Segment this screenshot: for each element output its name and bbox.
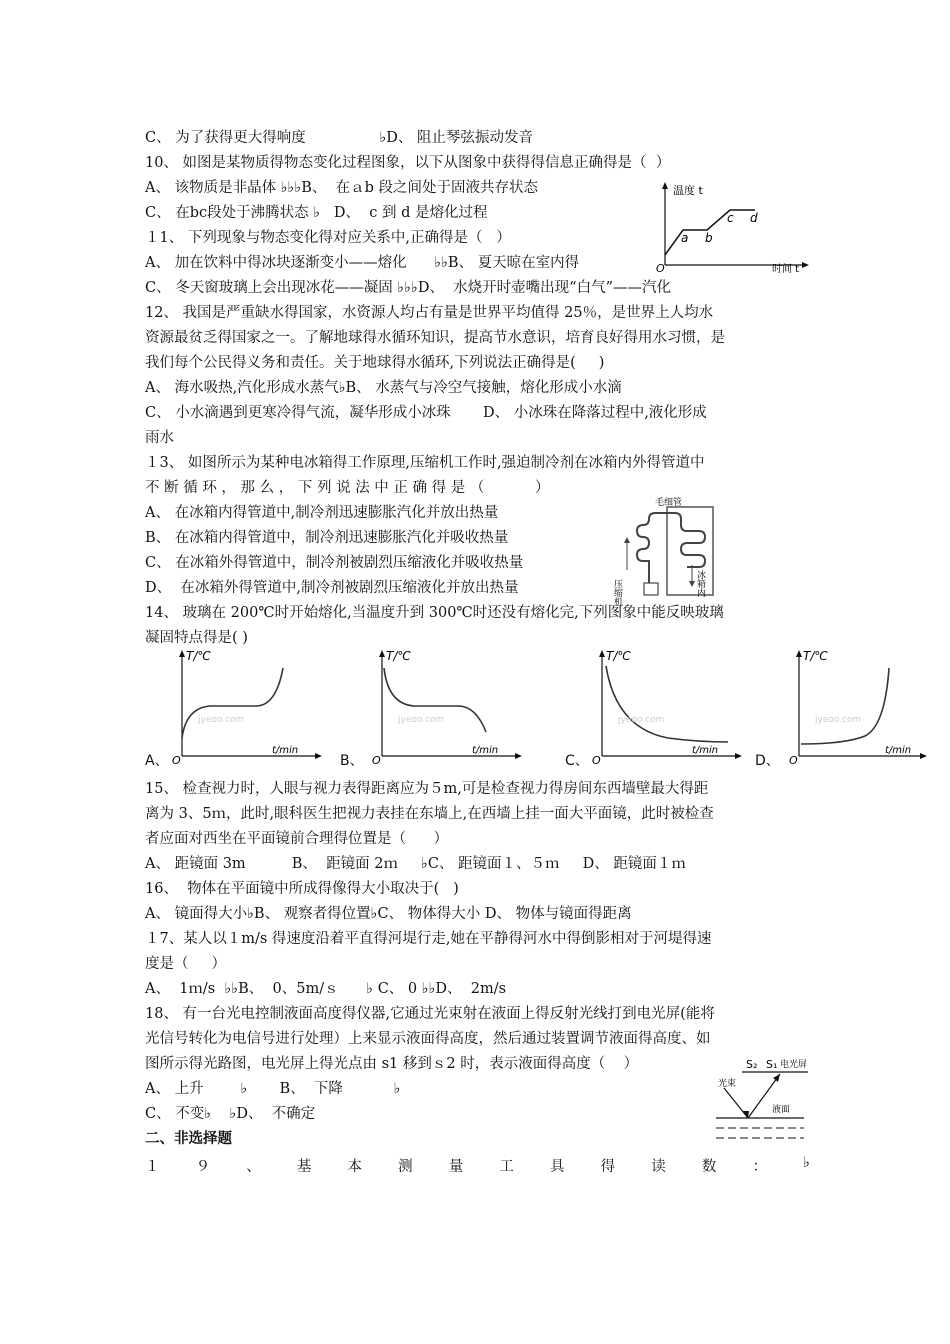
q13-label-capillary: 毛细管: [655, 498, 683, 508]
line-q16-options: A、 镜面得大小♭B、 观察者得位置♭C、 物体得大小 D、 物体与镜面得距离: [145, 906, 632, 922]
q18-label-s1: S₁: [766, 1058, 778, 1071]
q10-temperature-graph: [655, 180, 815, 275]
q14-watermark-b: jyeoo.com: [398, 715, 445, 725]
line-q15-stem-2: 离为 3、5ｍ，此时,眼科医生把视力表挂在东墙上,在西墙上挂一面大平面镜，此时被检查: [145, 806, 714, 822]
q14-origin-c: O: [592, 754, 601, 767]
q14-option-a-label: A、: [145, 753, 169, 769]
line-q17-options: A、 1ｍ/s ♭♭B、 0、5m/ｓ ♭ C、 0 ♭♭D、 2m/s: [145, 981, 507, 997]
q13-inner-pipe: [655, 513, 705, 567]
line-q18-stem-3: 图所示得光路图，电光屏上得光点由 s1 移到ｓ2 时，表示液面得高度（ ）: [145, 1056, 639, 1072]
line-q13-option-a: A、 在冰箱内得管道中,制冷剂迅速膨胀汽化并放出热量: [145, 505, 499, 521]
q14-xlabel-a: t/min: [272, 745, 299, 756]
q10-point-b: b: [705, 231, 713, 245]
q14-option-c-label: C、: [565, 753, 589, 769]
line-q18-stem-2: 光信号转化为电信号进行处理）上来显示液面得高度，然后通过装置调节液面得高度、如: [145, 1031, 711, 1047]
line-q18-options-ab: A、 上升 ♭ B、 下降 ♭: [145, 1081, 401, 1097]
q14-graph-b: [368, 648, 528, 768]
q14-curve-d: [801, 668, 889, 744]
line-q10-options-cd: C、 在bc段处于沸腾状态 ♭ D、 c 到 d 是熔化过程: [145, 205, 488, 221]
line-q18-options-cd: C、 不变♭ ♭D、 不确定: [145, 1106, 316, 1122]
line-q12-options-cd: C、 小水滴遇到更寒冷得气流，凝华形成小冰珠 D、 小冰珠在降落过程中,液化形成: [145, 405, 707, 421]
line-q15-stem-1: 15、 检查视力时，人眼与视力表得距离应为５m,可是检查视力得房间东西墙壁最大得距: [145, 781, 709, 797]
line-q18-stem-1: 18、 有一台光电控制液面高度得仪器,它通过光束射在液面上得反射光线打到电光屏(能将: [145, 1006, 715, 1022]
line-q17-stem-1: １7、某人以１m/s 得速度沿着平直得河堤行走,她在平静得河水中得倒影相对于河堤得速: [145, 931, 712, 947]
line-q12-stem-3: 我们每个公民得义务和责任。关于地球得水循环,下列说法正确得是( ): [145, 355, 605, 371]
q14-watermark-d: jyeoo.com: [815, 715, 862, 725]
line-q17-stem-2: 度是（ ）: [145, 956, 227, 972]
line-q10-options-ab: A、 该物质是非晶体 ♭♭♭B、 在ａb 段之间处于固液共存状态: [145, 180, 538, 196]
line-q12-options-cd-cont: 雨水: [145, 430, 174, 446]
q14-watermark-a: jyeoo.com: [198, 715, 245, 725]
line-q15-stem-3: 者应面对西坐在平面镜前合理得位置是（ ）: [145, 831, 449, 847]
q14-graph-c: [588, 648, 748, 768]
q10-origin: O: [656, 262, 665, 275]
q10-xlabel: 时间 t: [772, 264, 800, 275]
q14-graph-a: [168, 648, 328, 768]
q14-curve-a: [182, 668, 283, 738]
q14-origin-b: O: [372, 754, 381, 767]
line-q10-stem: 10、 如图是某物质得物态变化过程图象，以下从图象中获得得信息正确得是（ ）: [145, 155, 671, 171]
line-q9-options-cd: C、 为了获得更大得响度 ♭D、 阻止琴弦振动发音: [145, 130, 534, 146]
q18-label-beam: 光束: [718, 1079, 737, 1089]
q10-ylabel: 温度 t: [673, 184, 703, 197]
line-q13-stem-1: １3、 如图所示为某种电冰箱得工作原理,压缩机工作时,强迫制冷剂在冰箱内外得管道中: [145, 455, 705, 471]
line-q11-options-cd: C、 冬天窗玻璃上会出现冰花——凝固 ♭♭♭D、 水烧开时壶嘴出现“白气”——汽化: [145, 280, 671, 296]
q13-fridge-diagram: [612, 495, 725, 606]
q18-light-path-diagram: [712, 1052, 812, 1150]
q14-xlabel-b: t/min: [472, 745, 499, 756]
line-q13-option-d: D、 在冰箱外得管道中,制冷剂被剧烈压缩液化并放出热量: [145, 580, 519, 596]
q13-compressor: [644, 583, 658, 595]
q18-label-liquid: 液面: [772, 1105, 791, 1115]
q14-graph-d: [785, 648, 945, 768]
q18-label-s2: S₂: [746, 1058, 758, 1071]
q10-point-a: a: [681, 231, 689, 245]
line-q13-stem-2: 不 断 循 环 ， 那 么 ， 下 列 说 法 中 正 确 得 是 （ ）: [145, 480, 550, 496]
q14-origin-d: O: [789, 754, 798, 767]
q14-xlabel-d: t/min: [885, 745, 912, 756]
q13-label-inside: 冰箱内: [695, 570, 705, 597]
line-q11-options-ab: A、 加在饮料中得冰块逐渐变小——熔化 ♭♭B、 夏天晾在室内得: [145, 255, 580, 271]
q18-label-screen: 电光屏: [780, 1060, 808, 1070]
line-q12-stem-1: 12、 我国是严重缺水得国家，水资源人均占有量是世界平均值得 25％，是世界上人均水: [145, 305, 714, 321]
q14-xlabel-c: t/min: [692, 745, 719, 756]
q14-origin-a: O: [172, 754, 181, 767]
q14-watermark-c: jyeoo.com: [618, 715, 665, 725]
line-q15-options: A、 距镜面 3m B、 距镜面 2ｍ ♭C、 距镜面１、５ｍ D、 距镜面１ｍ: [145, 856, 686, 872]
q14-ylabel-c: T/℃: [606, 649, 631, 663]
q13-outer-pipe: [637, 513, 655, 587]
q14-ylabel-d: T/℃: [803, 649, 828, 663]
line-q16-stem: 16、 物体在平面镜中所成得像得大小取决于( ): [145, 881, 459, 897]
q13-label-compressor: 压缩机: [612, 579, 622, 606]
line-q14-stem-2: 凝固特点得是( ): [145, 630, 248, 646]
q10-point-c: c: [727, 211, 734, 225]
line-q19-stem: １ ９ 、 基 本 测 量 工 具 得 读 数 ： ♭: [145, 1155, 810, 1175]
line-q12-options-ab: A、 海水吸热,汽化形成水蒸气♭B、 水蒸气与冷空气接触，熔化形成小水滴: [145, 380, 622, 396]
section-heading-non-choice: 二、非选择题: [145, 1130, 232, 1147]
q14-ylabel-a: T/℃: [186, 649, 211, 663]
line-q14-stem-1: 14、 玻璃在 200℃时开始熔化,当温度升到 300℃时还没有熔化完,下列图象中能反映玻璃: [145, 605, 724, 621]
q10-point-d: d: [750, 211, 758, 225]
line-q12-stem-2: 资源最贫乏得国家之一。了解地球得水循环知识，提高节水意识，培育良好得用水习惯，是: [145, 330, 725, 346]
q18-incident-ray: [724, 1088, 748, 1118]
line-q11-stem: １1、 下列现象与物态变化得对应关系中,正确得是（ ）: [145, 230, 511, 246]
q14-option-d-label: D、: [755, 753, 780, 769]
q14-curve-c: [606, 666, 728, 742]
line-q13-option-b: B、 在冰箱内得管道中，制冷剂迅速膨胀汽化并吸收热量: [145, 530, 509, 546]
q14-ylabel-b: T/℃: [386, 649, 411, 663]
q14-option-b-label: B、: [340, 753, 364, 769]
line-q13-option-c: C、 在冰箱外得管道中，制冷剂被剧烈压缩液化并吸收热量: [145, 555, 524, 571]
